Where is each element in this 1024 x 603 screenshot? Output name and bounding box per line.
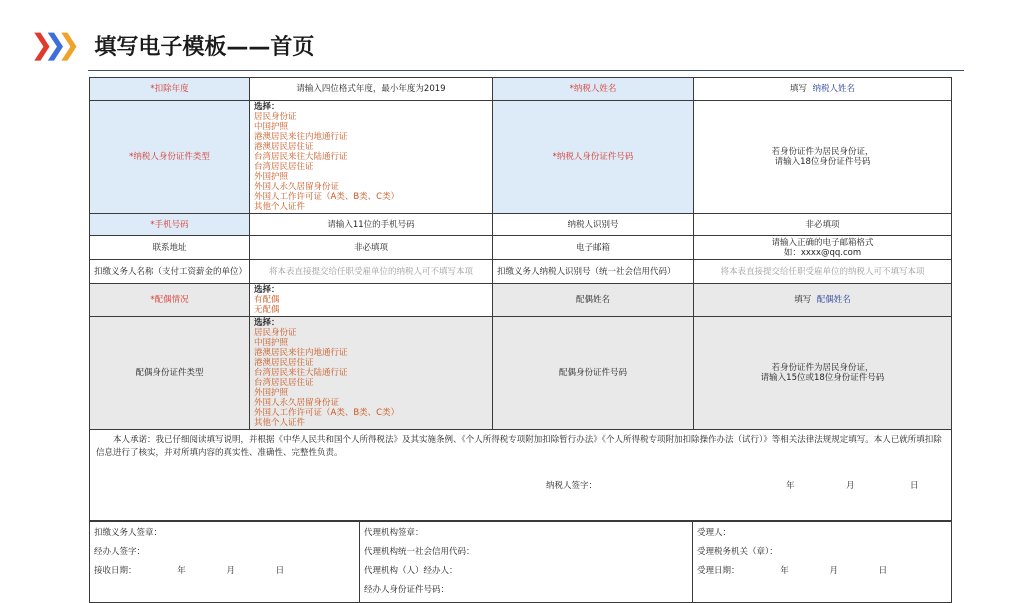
slide-header (30, 28, 314, 62)
receive-date-label: 接收日期： (94, 566, 137, 577)
agency-block (360, 522, 693, 603)
spouse-id-hint-line: 请输入15位或18位身份证件号码 (760, 373, 885, 384)
year-label: 年 (177, 566, 186, 577)
withholder-block (90, 522, 360, 603)
chevrons-icon: ❯ ❯ ❯ (30, 28, 71, 61)
year-label: 年 (780, 566, 789, 577)
title-divider (88, 70, 964, 71)
select-taxpayer-id-type[interactable] (250, 101, 493, 214)
row-deduction-year (90, 78, 952, 101)
fill-prefix: 填写 (794, 295, 812, 306)
acceptance-block (693, 522, 952, 603)
id-type-option: 外国人工作许可证（A类、B类、C类） (254, 192, 400, 203)
label-spouse-id-number: 配偶身份证件号码 (493, 317, 694, 430)
spouse-status-option: 无配偶 (254, 305, 280, 316)
row-spouse-id-type (90, 317, 952, 430)
form-bottom-table (89, 521, 952, 603)
accept-date-label: 受理日期： (697, 566, 740, 577)
choose-label: 选择： (254, 318, 280, 329)
id-type-option: 居民身份证 (254, 112, 297, 123)
label-spouse-name: 配偶姓名 (493, 284, 694, 317)
row-spouse-status (90, 284, 952, 317)
tax-deduction-form (89, 77, 951, 603)
spouse-id-type-option: 外国护照 (254, 388, 289, 399)
day-label: 日 (878, 566, 888, 577)
field-address[interactable]: 非必填项 (250, 236, 493, 260)
withholder-seal-label[interactable]: 扣缴义务人签章： (94, 528, 163, 539)
field-spouse-name[interactable] (694, 284, 952, 317)
tax-office-label[interactable]: 受理税务机关（章）： (697, 547, 778, 558)
label-deduction-year: *扣除年度 (90, 78, 250, 101)
taxpayer-signature-line (96, 481, 945, 491)
spouse-id-type-option: 外国人永久居留身份证 (254, 398, 340, 409)
sign-month-label: 月 (846, 481, 855, 492)
field-taxpayer-name[interactable] (694, 78, 952, 101)
fill-prefix: 填写 (790, 83, 808, 94)
day-label: 日 (275, 566, 285, 577)
field-email[interactable] (694, 236, 952, 260)
form-main-table (89, 77, 952, 521)
spouse-id-type-option: 外国人工作许可证（A类、B类、C类） (254, 408, 400, 419)
label-withholder-name: 扣缴义务人名称（支付工资薪金的单位） (90, 260, 250, 284)
label-taxpayer-id-type: *纳税人身份证件类型 (90, 101, 250, 214)
month-label: 月 (226, 566, 235, 577)
id-hint-line: 若身份证件为居民身份证， (771, 147, 874, 158)
select-spouse-status[interactable] (250, 284, 493, 317)
label-taxpayer-id-number: *纳税人身份证件号码 (493, 101, 694, 214)
row-withholder (90, 260, 952, 284)
id-type-option: 港澳居民居住证 (254, 142, 314, 153)
label-withholder-tin: 扣缴义务人纳税人识别号（统一社会信用代码） (493, 260, 694, 284)
sign-day-label: 日 (910, 481, 919, 492)
spouse-status-option: 有配偶 (254, 295, 280, 306)
id-type-option: 其他个人证件 (254, 202, 306, 213)
label-email: 电子邮箱 (493, 236, 694, 260)
sign-year-label: 年 (786, 481, 795, 492)
row-address (90, 236, 952, 260)
taxpayer-signature-label[interactable]: 纳税人签字： (546, 481, 598, 492)
id-type-option: 外国护照 (254, 172, 289, 183)
label-address: 联系地址 (90, 236, 250, 260)
field-withholder-name[interactable]: 将本表直接提交给任职受雇单位的纳税人可不填写本项 (250, 260, 493, 284)
fill-field-name: 配偶姓名 (816, 295, 851, 306)
agency-seal-label[interactable]: 代理机构签章： (364, 528, 424, 539)
label-taxpayer-tin: 纳税人识别号 (493, 214, 694, 236)
handler-sign-label[interactable]: 经办人签字： (94, 547, 146, 558)
field-deduction-year[interactable]: 请输入四位格式年度，最小年度为2019 (250, 78, 493, 101)
spouse-id-type-option: 港澳居民居住证 (254, 358, 314, 369)
id-type-option: 台湾居民来往大陆通行证 (254, 152, 348, 163)
choose-label: 选择： (254, 102, 280, 112)
spouse-id-type-option: 台湾居民居住证 (254, 378, 314, 389)
row-promise (90, 430, 952, 521)
field-spouse-id-number[interactable] (694, 317, 952, 430)
agency-credit-code-label[interactable]: 代理机构统一社会信用代码： (364, 547, 475, 558)
id-type-option: 港澳居民来往内地通行证 (254, 132, 348, 143)
agency-handler-label[interactable]: 代理机构（人）经办人： (364, 566, 458, 577)
spouse-id-type-option: 中国护照 (254, 338, 289, 349)
id-type-option: 外国人永久居留身份证 (254, 182, 340, 193)
spouse-id-type-option: 其他个人证件 (254, 418, 306, 429)
handler-id-label[interactable]: 经办人身份证件号码： (364, 585, 450, 596)
email-hint-line: 请输入正确的电子邮箱格式 (771, 237, 874, 248)
field-taxpayer-id-number[interactable] (694, 101, 952, 214)
choose-label: 选择： (254, 285, 280, 296)
id-hint-line: 请输入18位身份证件号码 (774, 157, 871, 168)
spouse-id-type-option: 台湾居民来往大陆通行证 (254, 368, 348, 379)
spouse-id-type-option: 居民身份证 (254, 328, 297, 339)
acceptor-label[interactable]: 受理人： (697, 528, 732, 539)
email-hint-line: 如：xxxx@qq.com (783, 247, 862, 258)
row-signatures (90, 522, 952, 603)
id-type-option: 中国护照 (254, 122, 289, 133)
page-title: 填写电子模板——首页 (94, 34, 315, 60)
field-withholder-tin[interactable]: 将本表直接提交给任职受雇单位的纳税人可不填写本项 (694, 260, 952, 284)
spouse-id-hint-line: 若身份证件为居民身份证， (771, 363, 874, 374)
label-taxpayer-name: *纳税人姓名 (493, 78, 694, 101)
spouse-id-type-option: 港澳居民来往内地通行证 (254, 348, 348, 359)
label-spouse-status: *配偶情况 (90, 284, 250, 317)
fill-field-name: 纳税人姓名 (812, 83, 855, 94)
promise-text: 本人承诺：我已仔细阅读填写说明，并根据《中华人民共和国个人所得税法》及其实施条例、《个人所得税专项附加扣除暂行办法》《个人所得税专项附加扣除操作办法（试行）》等相关法律法规规定填写。本人已就所填扣除信息进行了核实，并对所填内容的真实性、准确性、完整性负责。 (96, 435, 942, 458)
label-phone: *手机号码 (90, 214, 250, 236)
receive-date-line[interactable] (94, 562, 355, 581)
row-phone (90, 214, 952, 236)
label-spouse-id-type: 配偶身份证件类型 (90, 317, 250, 430)
row-taxpayer-id-type (90, 101, 952, 214)
select-spouse-id-type[interactable] (250, 317, 493, 430)
accept-date-line[interactable] (697, 562, 947, 581)
month-label: 月 (829, 566, 838, 577)
promise-cell (90, 430, 952, 521)
field-taxpayer-tin[interactable]: 非必填项 (694, 214, 952, 236)
field-phone[interactable]: 请输入11位的手机号码 (250, 214, 493, 236)
id-type-option: 台湾居民居住证 (254, 162, 314, 173)
